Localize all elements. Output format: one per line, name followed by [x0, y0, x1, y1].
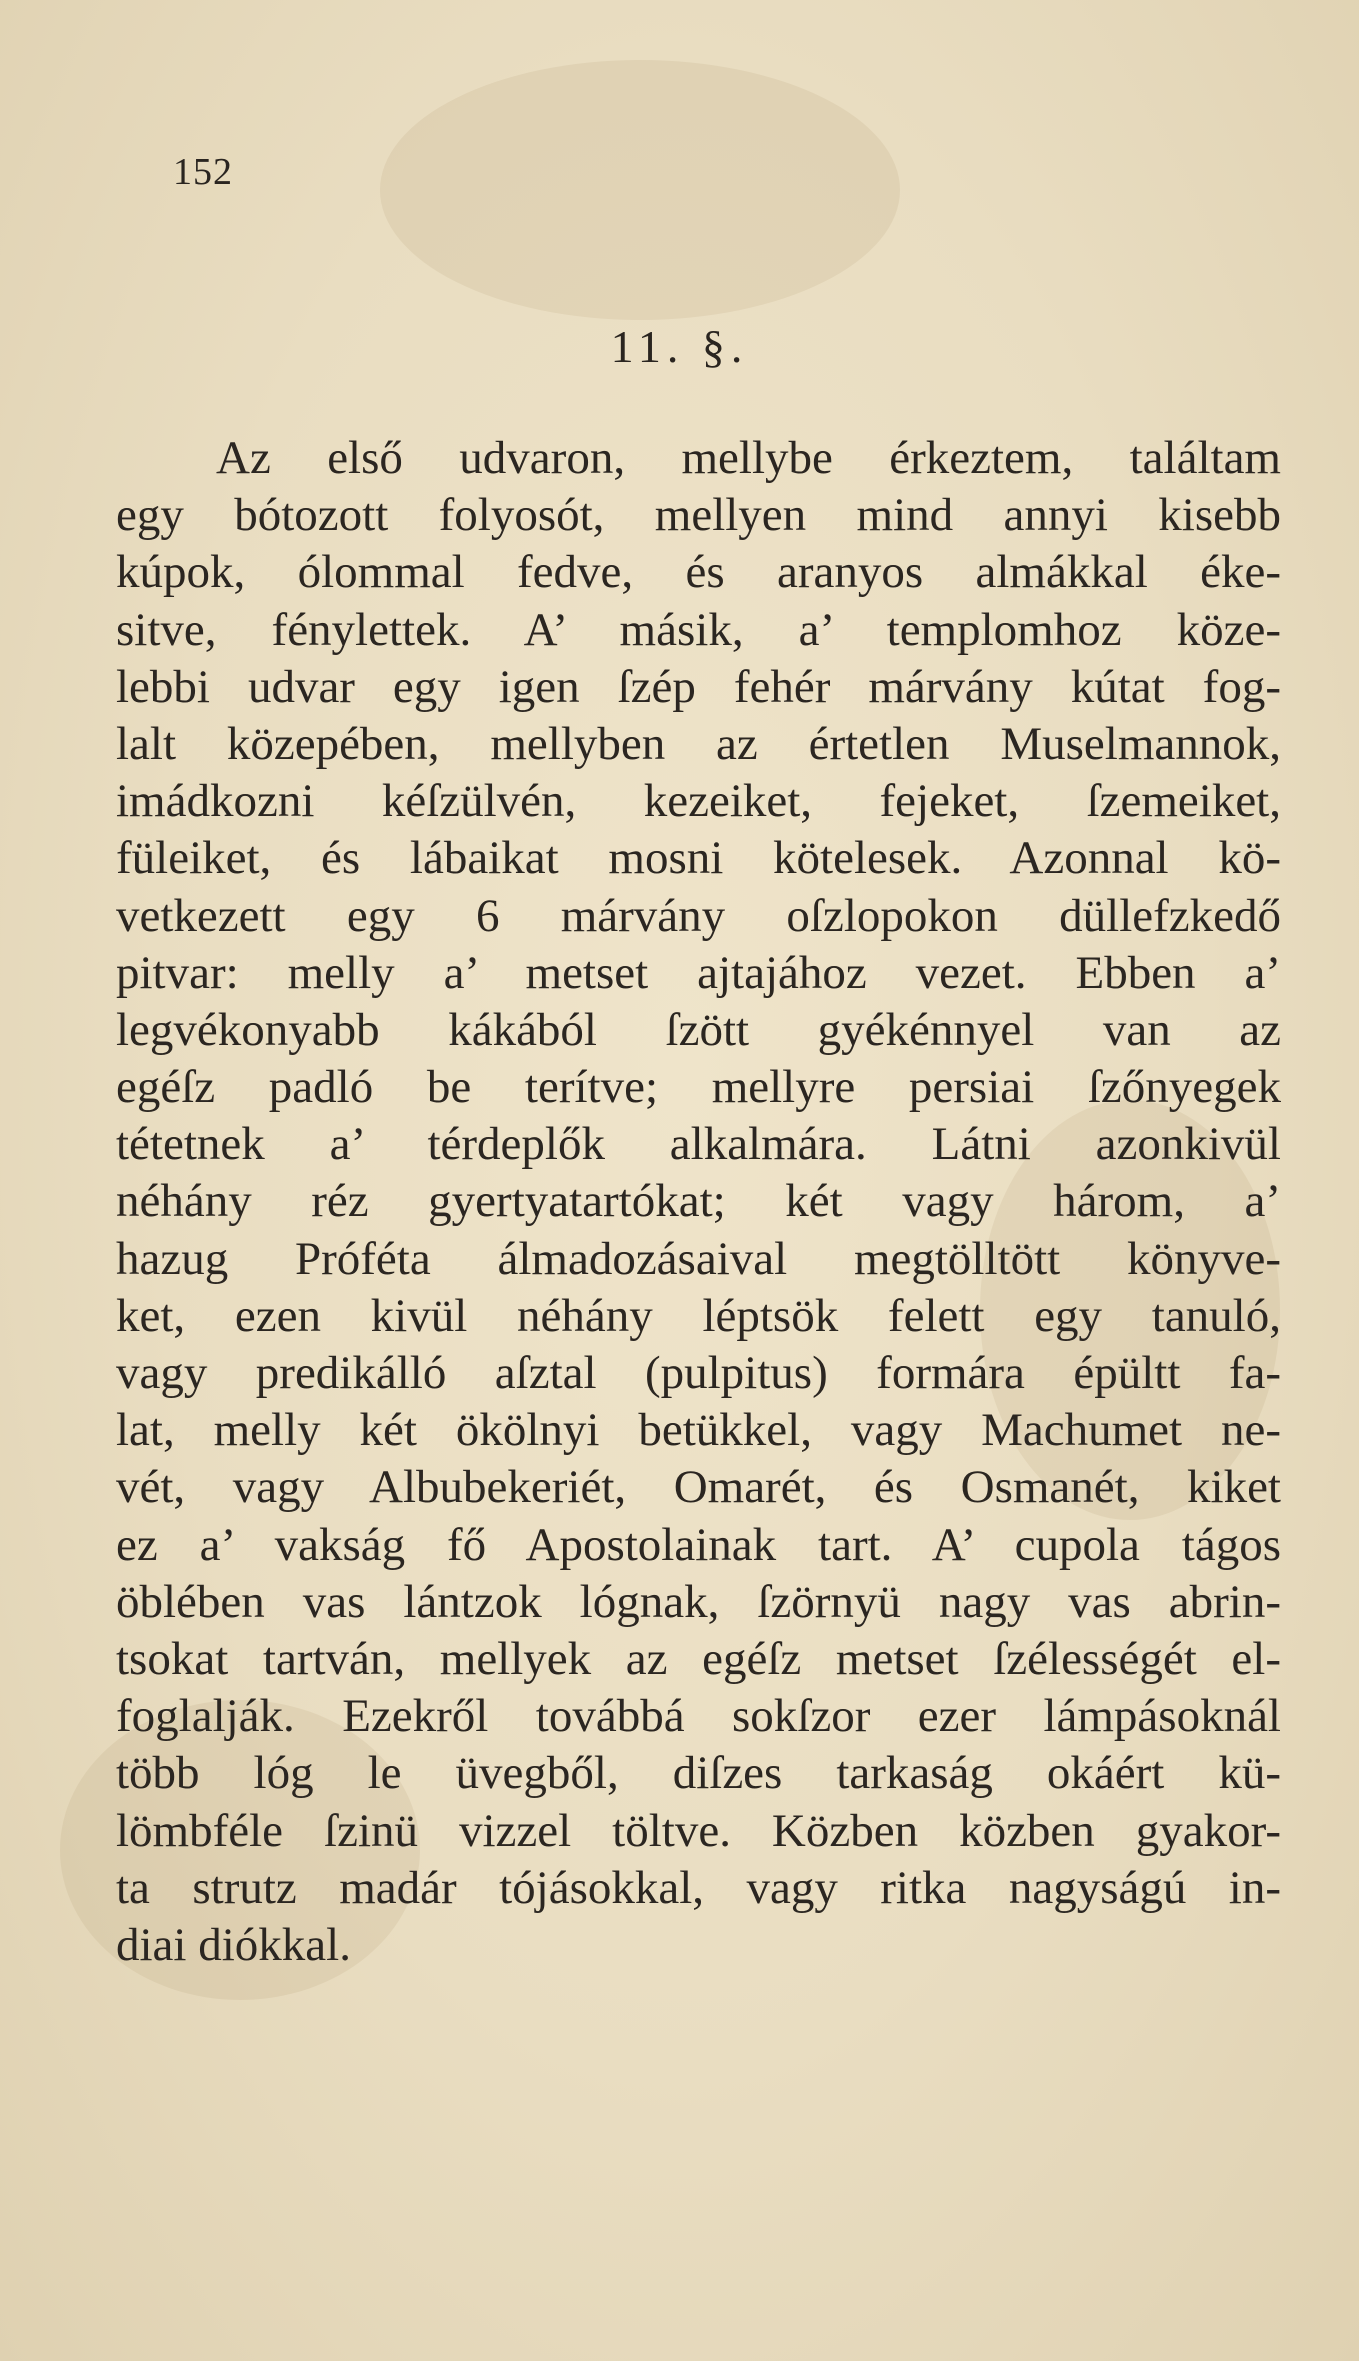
text-line: Az első udvaron, mellybe érkeztem, találtam — [216, 432, 1281, 484]
text-line: ta strutz madár tójásokkal, vagy ritka nagyságú in- — [116, 1861, 1281, 1914]
text-line: vetkezett egy 6 márvány oſzlopokon düllefzkedő — [116, 889, 1281, 942]
text-line: egy bótozott folyosót, mellyen mind annyi kisebb — [116, 489, 1281, 542]
text-line: néhány réz gyertyatartókat; két vagy három, a’ — [116, 1175, 1281, 1228]
section-heading: 11. §. — [610, 321, 749, 372]
text-line: kúpok, ólommal fedve, és aranyos almákkal éke- — [116, 546, 1281, 599]
text-line: lat, melly két ökölnyi betükkel, vagy Machumet ne- — [116, 1404, 1281, 1457]
text-line: vagy predikálló aſztal (pulpitus) formára épültt fa- — [116, 1347, 1281, 1399]
page-number: 152 — [173, 151, 233, 193]
text-line: tétetnek a’ térdeplők alkalmára. Látni azonkivül — [116, 1118, 1281, 1171]
text-line: lalt közepében, mellyben az értetlen Muselmannok, — [116, 717, 1281, 770]
text-line: imádkozni kéſzülvén, kezeiket, fejeket, ſzemeiket, — [116, 775, 1281, 828]
text-line: egéſz padló be terítve; mellyre persiai ſzőnyegek — [116, 1061, 1281, 1114]
text-line: több lóg le üvegből, diſzes tarkaság okáért kü- — [116, 1747, 1281, 1800]
text-line: legvékonyabb kákából ſzött gyékénnyel van az — [116, 1003, 1281, 1056]
text-line: sitve, fénylettek. A’ másik, a’ templomhoz köze- — [116, 603, 1281, 656]
text-line: ez a’ vakság fő Apostolainak tart. A’ cupola tágos — [116, 1518, 1281, 1571]
text-line: pitvar: melly a’ metset ajtajához vezet. Ebben a’ — [116, 946, 1281, 999]
text-line: diai diókkal. — [116, 1918, 351, 1971]
text-line: vét, vagy Albubekeriét, Omarét, és Osmanét, kiket — [116, 1461, 1281, 1514]
text-line: ket, ezen kivül néhány léptsök felett egy tanuló, — [116, 1289, 1281, 1342]
text-line: lömbféle ſzinü vizzel töltve. Közben közben gyakor- — [116, 1804, 1281, 1857]
body-text — [116, 430, 1281, 1974]
text-line: hazug Próféta álmadozásaival megtölltött könyve- — [116, 1232, 1281, 1285]
text-line: tsokat tartván, mellyek az egéſz metset ſzélességét el- — [116, 1632, 1281, 1685]
text-line: foglalják. Ezekről továbbá sokſzor ezer lámpásoknál — [116, 1690, 1281, 1743]
paper-stain — [380, 60, 900, 320]
text-line: lebbi udvar egy igen ſzép fehér márvány kútat fog- — [116, 660, 1281, 713]
text-line: füleiket, és lábaikat mosni kötelesek. Azonnal kö- — [116, 832, 1281, 885]
text-line: öblében vas lántzok lógnak, ſzörnyü nagy vas abrin- — [116, 1575, 1281, 1628]
